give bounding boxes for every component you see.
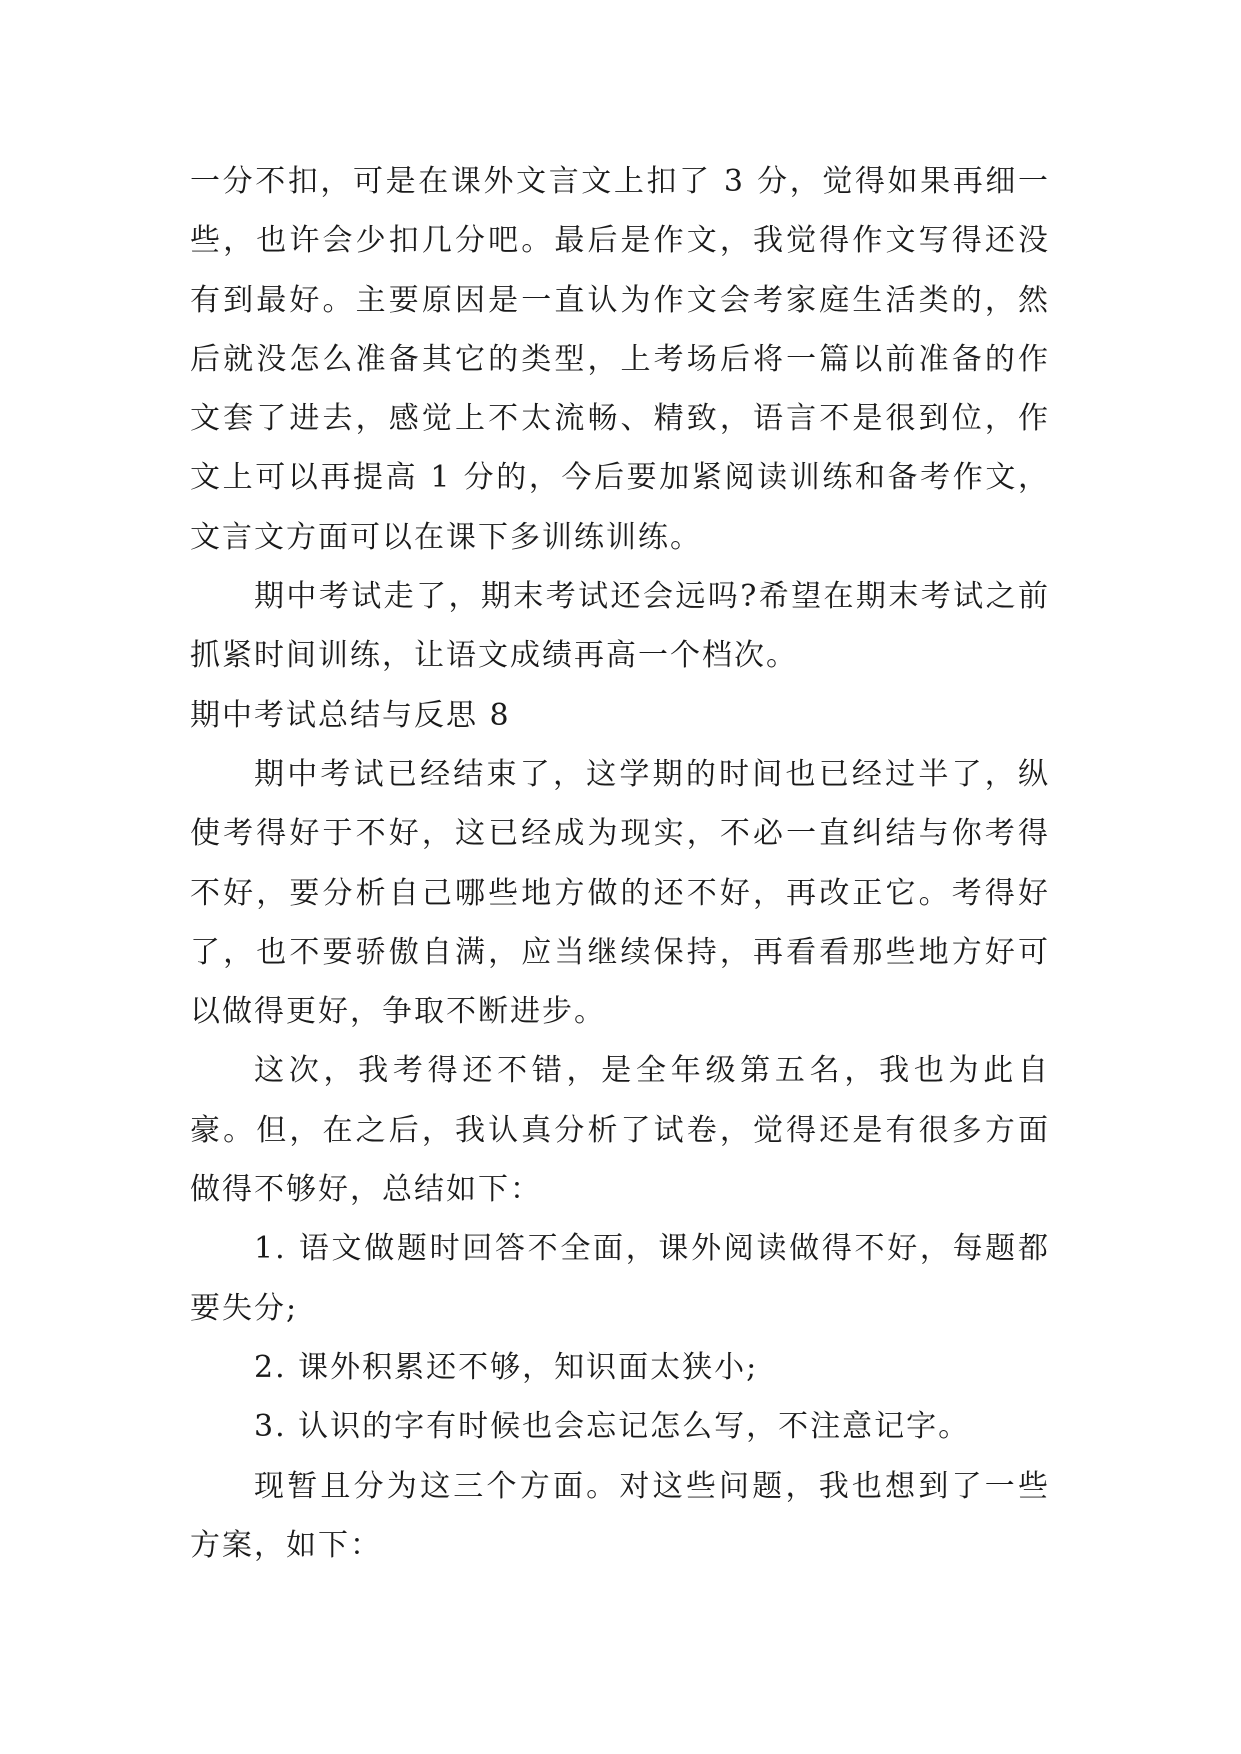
paragraph: 现暂且分为这三个方面。对这些问题，我也想到了一些方案，如下：	[190, 1468, 1050, 1563]
paragraph: 期中考试走了，期末考试还会远吗?希望在期末考试之前抓紧时间训练，让语文成绩再高一个档次。	[190, 579, 1050, 674]
list-item: 3. 认识的字有时候也会忘记怎么写，不注意记字。	[254, 1409, 971, 1445]
paragraph: 这次，我考得还不错，是全年级第五名，我也为此自豪。但，在之后，我认真分析了试卷，觉得还是有很多方面做得不够好，总结如下：	[190, 1053, 1050, 1208]
paragraph: 一分不扣，可是在课外文言文上扣了 3 分，觉得如果再细一些，也许会少扣几分吧。最后是作文，我觉得作文写得还没有到最好。主要原因是一直认为作文会考家庭生活类的，然后就没怎么准备其它的类型，上考场后将一篇以前准备的作文套了进去，感觉上不太流畅、精致，语言不是很到位，作文上可以再提高 1 分的，今后要加紧阅读训练和备考作文，文言文方面可以在课下多训练训练。	[190, 164, 1050, 555]
list-item: 2. 课外积累还不够，知识面太狭小;	[254, 1349, 759, 1385]
list-item: 1. 语文做题时回答不全面，课外阅读做得不好，每题都要失分;	[190, 1231, 1050, 1326]
document-body	[190, 152, 1050, 1575]
paragraph: 期中考试已经结束了，这学期的时间也已经过半了，纵使考得好于不好，这已经成为现实，不必一直纠结与你考得不好，要分析自己哪些地方做的还不好，再改正它。考得好了，也不要骄傲自满，应当继续保持，再看看那些地方好可以做得更好，争取不断进步。	[190, 756, 1050, 1030]
section-heading: 期中考试总结与反思 8	[190, 697, 511, 733]
